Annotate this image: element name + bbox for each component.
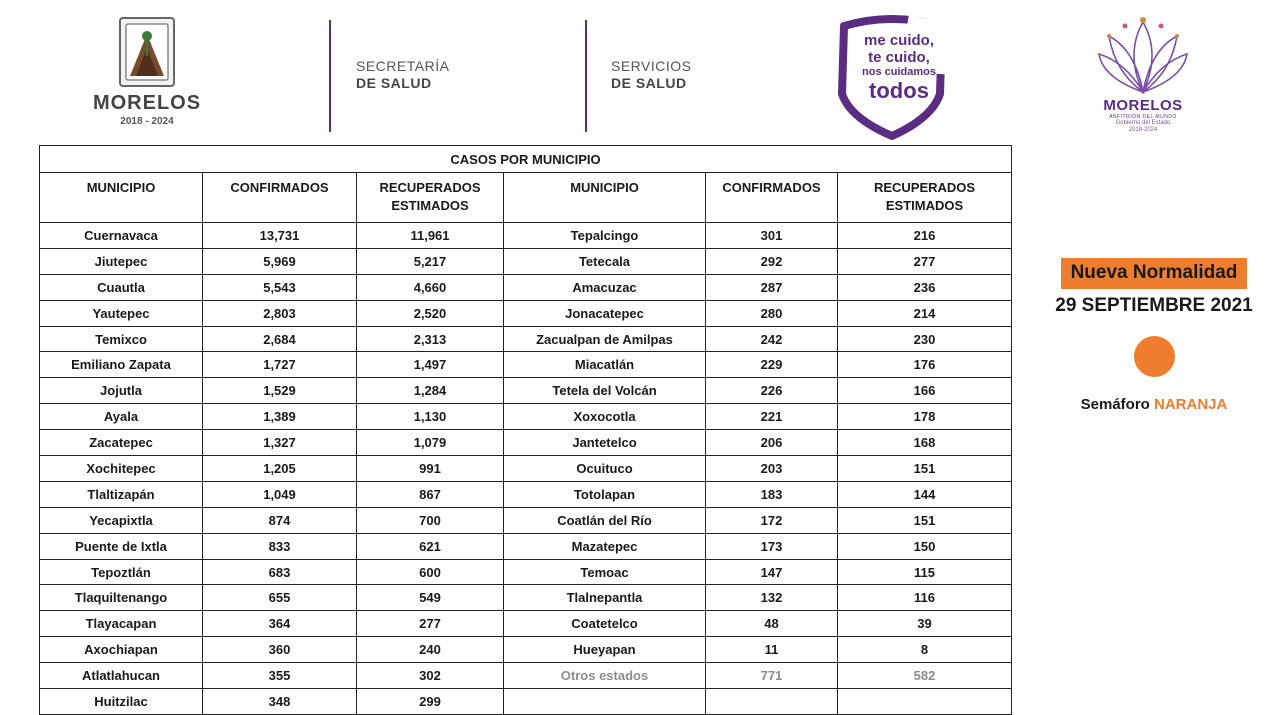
confirmados-cell: 301: [706, 223, 838, 249]
confirmados-cell: 280: [706, 300, 838, 326]
recuperados-cell: 2,520: [357, 300, 504, 326]
semaforo-circle-icon: [1134, 336, 1175, 377]
confirmados-cell: 2,684: [203, 326, 357, 352]
confirmados-cell: 1,327: [203, 430, 357, 456]
municipio-cell: Amacuzac: [504, 274, 706, 300]
recuperados-cell: 144: [838, 481, 1012, 507]
municipio-cell: Cuernavaca: [40, 223, 203, 249]
confirmados-cell: 292: [706, 248, 838, 274]
header-recuperados-l1: RECUPERADOS: [873, 180, 976, 195]
recuperados-cell: 230: [838, 326, 1012, 352]
municipio-cell: Otros estados: [504, 663, 706, 689]
municipio-cell: Tetela del Volcán: [504, 378, 706, 404]
header-recuperados-l1: RECUPERADOS: [379, 180, 481, 195]
confirmados-cell: 771: [706, 663, 838, 689]
municipio-cell: Tlaquiltenango: [40, 585, 203, 611]
confirmados-cell: 287: [706, 274, 838, 300]
confirmados-cell: 360: [203, 637, 357, 663]
confirmados-cell: 226: [706, 378, 838, 404]
municipio-cell: Yecapixtla: [40, 507, 203, 533]
recuperados-cell: 151: [838, 456, 1012, 482]
morelos-years: 2018 - 2024: [120, 116, 174, 127]
table-row: [40, 430, 1012, 456]
amm-name: MORELOS: [1103, 97, 1183, 114]
header-divider: [585, 20, 587, 132]
recuperados-cell: 277: [357, 611, 504, 637]
confirmados-cell: 1,529: [203, 378, 357, 404]
recuperados-cell: 39: [838, 611, 1012, 637]
confirmados-cell: 1,049: [203, 481, 357, 507]
recuperados-cell: 991: [357, 456, 504, 482]
table-row: [40, 352, 1012, 378]
recuperados-cell: 600: [357, 559, 504, 585]
municipio-cell: Cuautla: [40, 274, 203, 300]
confirmados-cell: 874: [203, 507, 357, 533]
table-row: [40, 404, 1012, 430]
campaign-line3: nos cuidamos: [862, 66, 936, 78]
municipio-cell: Tlayacapan: [40, 611, 203, 637]
recuperados-cell: 867: [357, 481, 504, 507]
recuperados-cell: 150: [838, 533, 1012, 559]
confirmados-cell: 132: [706, 585, 838, 611]
recuperados-cell: 115: [838, 559, 1012, 585]
table-row: [40, 689, 1012, 715]
municipio-cell: Jantetelco: [504, 430, 706, 456]
confirmados-cell: 206: [706, 430, 838, 456]
confirmados-cell: 172: [706, 507, 838, 533]
municipio-cell: Ayala: [40, 404, 203, 430]
recuperados-cell: 116: [838, 585, 1012, 611]
report-date: 29 SEPTIEMBRE 2021: [1055, 295, 1253, 316]
amm-gov1: Gobierno del Estado: [1115, 120, 1171, 126]
header-confirmados: CONFIRMADOS: [706, 173, 838, 223]
municipio-cell: Jojutla: [40, 378, 203, 404]
table-row: [40, 481, 1012, 507]
table-row: [40, 456, 1012, 482]
recuperados-cell: 700: [357, 507, 504, 533]
municipio-cell: [504, 689, 706, 715]
semaforo-label: Semáforo: [1080, 396, 1150, 413]
campaign-line4: todos: [869, 78, 929, 103]
semaforo-status: [1046, 396, 1262, 413]
table-row: [40, 378, 1012, 404]
table-row: [40, 507, 1012, 533]
header-municipio: MUNICIPIO: [40, 173, 203, 223]
header-municipio: MUNICIPIO: [504, 173, 706, 223]
table-row: [40, 248, 1012, 274]
table-row: [40, 663, 1012, 689]
header-confirmados: CONFIRMADOS: [203, 173, 357, 223]
municipio-cell: Temixco: [40, 326, 203, 352]
recuperados-cell: 277: [838, 248, 1012, 274]
confirmados-cell: 655: [203, 585, 357, 611]
morelos-anfitrion-logo: [1088, 14, 1198, 134]
municipio-cell: Hueyapan: [504, 637, 706, 663]
recuperados-cell: 1,130: [357, 404, 504, 430]
recuperados-cell: 8: [838, 637, 1012, 663]
municipio-cell: Coatlán del Río: [504, 507, 706, 533]
municipio-cell: Totolapan: [504, 481, 706, 507]
municipio-cell: Mazatepec: [504, 533, 706, 559]
header-recuperados-l2: ESTIMADOS: [391, 198, 469, 213]
municipio-cell: Axochiapan: [40, 637, 203, 663]
municipio-cell: Tetecala: [504, 248, 706, 274]
table-row: [40, 223, 1012, 249]
servicios-line1: SERVICIOS: [611, 58, 692, 74]
recuperados-cell: 1,497: [357, 352, 504, 378]
flower-icon: [1095, 14, 1191, 96]
confirmados-cell: 1,205: [203, 456, 357, 482]
recuperados-cell: 1,284: [357, 378, 504, 404]
recuperados-cell: 214: [838, 300, 1012, 326]
recuperados-cell: 302: [357, 663, 504, 689]
municipio-cell: Ocuituco: [504, 456, 706, 482]
recuperados-cell: 166: [838, 378, 1012, 404]
header-recuperados: [357, 173, 504, 223]
table-title: CASOS POR MUNICIPIO: [40, 146, 1012, 173]
confirmados-cell: 683: [203, 559, 357, 585]
municipio-cell: Temoac: [504, 559, 706, 585]
confirmados-cell: 364: [203, 611, 357, 637]
municipio-cell: Tlalnepantla: [504, 585, 706, 611]
municipio-cell: Zacualpan de Amilpas: [504, 326, 706, 352]
servicios-de-salud: [611, 58, 692, 92]
municipio-cell: Tlaltizapán: [40, 481, 203, 507]
table-row: [40, 559, 1012, 585]
table-row: [40, 637, 1012, 663]
confirmados-cell: 348: [203, 689, 357, 715]
recuperados-cell: 11,961: [357, 223, 504, 249]
recuperados-cell: [838, 689, 1012, 715]
campaign-logo: [836, 14, 948, 140]
confirmados-cell: 173: [706, 533, 838, 559]
confirmados-cell: 355: [203, 663, 357, 689]
confirmados-cell: 221: [706, 404, 838, 430]
recuperados-cell: 151: [838, 507, 1012, 533]
recuperados-cell: 216: [838, 223, 1012, 249]
confirmados-cell: 1,389: [203, 404, 357, 430]
confirmados-cell: 1,727: [203, 352, 357, 378]
municipio-cell: Atlatlahucan: [40, 663, 203, 689]
recuperados-cell: 168: [838, 430, 1012, 456]
morelos-name: MORELOS: [92, 92, 202, 114]
confirmados-cell: 229: [706, 352, 838, 378]
municipio-cell: Xoxocotla: [504, 404, 706, 430]
municipio-cell: Tepoztlán: [40, 559, 203, 585]
amm-gov2: 2018-2024: [1128, 127, 1158, 133]
header-divider: [329, 20, 331, 132]
table-row: [40, 533, 1012, 559]
table-row: [40, 274, 1012, 300]
municipio-cell: Emiliano Zapata: [40, 352, 203, 378]
municipio-cell: Yautepec: [40, 300, 203, 326]
confirmados-cell: 5,969: [203, 248, 357, 274]
municipio-cell: Jonacatepec: [504, 300, 706, 326]
nueva-normalidad-badge: Nueva Normalidad: [1061, 258, 1248, 289]
confirmados-cell: 183: [706, 481, 838, 507]
status-panel: [1046, 258, 1262, 413]
recuperados-cell: 549: [357, 585, 504, 611]
municipio-cell: Xochitepec: [40, 456, 203, 482]
recuperados-cell: 176: [838, 352, 1012, 378]
recuperados-cell: 299: [357, 689, 504, 715]
cases-table: [39, 145, 1012, 715]
recuperados-cell: 1,079: [357, 430, 504, 456]
table-row: [40, 300, 1012, 326]
confirmados-cell: 833: [203, 533, 357, 559]
campaign-line1: me cuido,: [863, 32, 934, 49]
recuperados-cell: 4,660: [357, 274, 504, 300]
confirmados-cell: 48: [706, 611, 838, 637]
municipio-cell: Coatetelco: [504, 611, 706, 637]
amm-sub: ANFITRIÓN DEL MUNDO: [1109, 114, 1177, 120]
coat-of-arms-icon: [116, 16, 178, 90]
morelos-logo: [92, 16, 202, 127]
table-header-row: [40, 173, 1012, 223]
municipio-cell: Tepalcingo: [504, 223, 706, 249]
confirmados-cell: [706, 689, 838, 715]
secretaria-line1: SECRETARÍA: [356, 58, 450, 74]
recuperados-cell: 2,313: [357, 326, 504, 352]
municipio-cell: Zacatepec: [40, 430, 203, 456]
servicios-line2: DE SALUD: [611, 75, 687, 91]
secretaria-line2: DE SALUD: [356, 75, 432, 91]
confirmados-cell: 5,543: [203, 274, 357, 300]
confirmados-cell: 13,731: [203, 223, 357, 249]
confirmados-cell: 242: [706, 326, 838, 352]
recuperados-cell: 236: [838, 274, 1012, 300]
confirmados-cell: 11: [706, 637, 838, 663]
campaign-line2: te cuido,: [868, 49, 930, 66]
table-row: [40, 611, 1012, 637]
recuperados-cell: 582: [838, 663, 1012, 689]
recuperados-cell: 621: [357, 533, 504, 559]
recuperados-cell: 5,217: [357, 248, 504, 274]
table-row: [40, 326, 1012, 352]
header-recuperados-l2: ESTIMADOS: [885, 198, 964, 213]
recuperados-cell: 178: [838, 404, 1012, 430]
municipio-cell: Puente de Ixtla: [40, 533, 203, 559]
municipio-cell: Huitzilac: [40, 689, 203, 715]
secretaria-de-salud: [356, 58, 449, 92]
municipio-cell: Jiutepec: [40, 248, 203, 274]
recuperados-cell: 240: [357, 637, 504, 663]
municipio-cell: Miacatlán: [504, 352, 706, 378]
semaforo-level: NARANJA: [1154, 396, 1228, 413]
confirmados-cell: 2,803: [203, 300, 357, 326]
header-recuperados: [838, 173, 1012, 223]
confirmados-cell: 147: [706, 559, 838, 585]
confirmados-cell: 203: [706, 456, 838, 482]
table-row: [40, 585, 1012, 611]
